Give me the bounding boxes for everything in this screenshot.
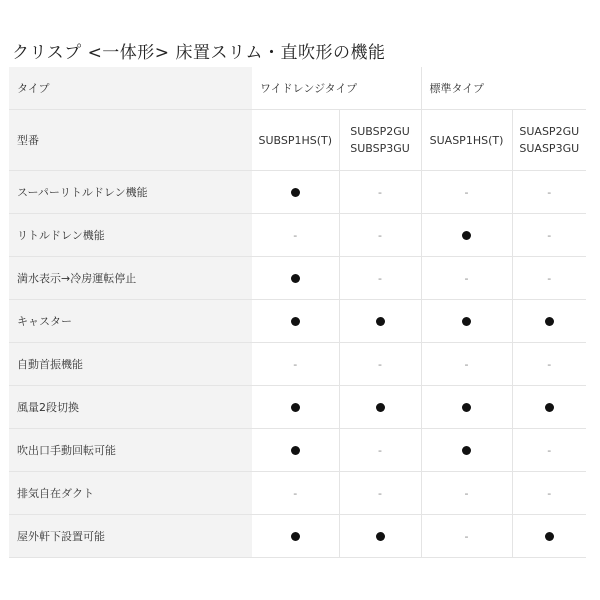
feature-value-cell (512, 300, 586, 343)
supported-mark (291, 274, 300, 283)
feature-value-cell (252, 300, 339, 343)
not-supported-mark: - (464, 486, 469, 500)
feature-value-cell (252, 171, 339, 214)
feature-row (9, 429, 586, 472)
not-supported-mark: - (547, 443, 552, 457)
feature-value-cell (421, 386, 512, 429)
feature-value-cell (252, 257, 339, 300)
feature-row (9, 257, 586, 300)
feature-label: スーパーリトルドレン機能 (9, 171, 252, 214)
model-row (9, 110, 586, 171)
model-row-label: 型番 (9, 110, 252, 171)
feature-value-cell (252, 386, 339, 429)
feature-value-cell (252, 343, 339, 386)
feature-value-cell (339, 257, 421, 300)
not-supported-mark: - (378, 228, 382, 242)
standard-type-header: 標準タイプ (421, 67, 586, 110)
model-cell (421, 110, 512, 171)
not-supported-mark: - (464, 357, 469, 371)
page-title: クリスプ <一体形> 床置スリム・直吹形の機能 (12, 43, 386, 63)
feature-value-cell (252, 214, 339, 257)
feature-value-cell (252, 472, 339, 515)
feature-row (9, 343, 586, 386)
feature-label: リトルドレン機能 (9, 214, 252, 257)
model-cell (252, 110, 339, 171)
feature-value-cell (512, 515, 586, 558)
feature-value-cell (339, 214, 421, 257)
table-header-row (9, 67, 586, 110)
not-supported-mark: - (464, 529, 469, 543)
supported-mark (545, 532, 554, 541)
feature-value-cell (421, 171, 512, 214)
not-supported-mark: - (547, 228, 552, 242)
not-supported-mark: - (547, 271, 552, 285)
model-name: SUBSP3GU (350, 142, 410, 155)
not-supported-mark: - (464, 271, 469, 285)
feature-value-cell (339, 515, 421, 558)
supported-mark (462, 446, 471, 455)
feature-row (9, 386, 586, 429)
feature-row (9, 515, 586, 558)
feature-row (9, 472, 586, 515)
supported-mark (376, 532, 385, 541)
feature-value-cell (421, 257, 512, 300)
feature-value-cell (512, 386, 586, 429)
feature-value-cell (421, 515, 512, 558)
feature-value-cell (421, 300, 512, 343)
not-supported-mark: - (293, 486, 298, 500)
type-header-label: タイプ (9, 67, 252, 110)
feature-table (9, 67, 586, 558)
not-supported-mark: - (547, 486, 552, 500)
not-supported-mark: - (293, 357, 298, 371)
feature-value-cell (339, 429, 421, 472)
feature-value-cell (339, 472, 421, 515)
feature-label: 屋外軒下設置可能 (9, 515, 252, 558)
feature-value-cell (339, 300, 421, 343)
feature-row (9, 214, 586, 257)
feature-label: 風量2段切換 (9, 386, 252, 429)
wide-range-type-header: ワイドレンジタイプ (252, 67, 421, 110)
supported-mark (291, 532, 300, 541)
supported-mark (376, 317, 385, 326)
feature-value-cell (512, 257, 586, 300)
not-supported-mark: - (547, 357, 552, 371)
supported-mark (462, 231, 471, 240)
feature-label: キャスター (9, 300, 252, 343)
feature-value-cell (339, 171, 421, 214)
not-supported-mark: - (293, 228, 298, 242)
feature-value-cell (421, 472, 512, 515)
feature-value-cell (421, 214, 512, 257)
feature-value-cell (339, 386, 421, 429)
feature-value-cell (252, 515, 339, 558)
supported-mark (545, 317, 554, 326)
model-name: SUASP2GU (519, 125, 580, 138)
supported-mark (291, 403, 300, 412)
not-supported-mark: - (378, 443, 382, 457)
supported-mark (291, 446, 300, 455)
supported-mark (291, 317, 300, 326)
feature-value-cell (512, 171, 586, 214)
feature-value-cell (512, 472, 586, 515)
not-supported-mark: - (464, 185, 469, 199)
not-supported-mark: - (378, 357, 382, 371)
feature-row (9, 300, 586, 343)
feature-value-cell (512, 429, 586, 472)
supported-mark (462, 403, 471, 412)
not-supported-mark: - (378, 185, 382, 199)
supported-mark (376, 403, 385, 412)
model-cell (339, 110, 421, 171)
supported-mark (462, 317, 471, 326)
feature-value-cell (252, 429, 339, 472)
feature-value-cell (421, 429, 512, 472)
not-supported-mark: - (378, 486, 382, 500)
feature-label: 自動首振機能 (9, 343, 252, 386)
feature-value-cell (421, 343, 512, 386)
model-name: SUASP1HS(T) (429, 133, 504, 147)
model-name: SUBSP2GU (350, 125, 410, 138)
model-name: SUBSP1HS(T) (258, 133, 333, 147)
feature-value-cell (339, 343, 421, 386)
supported-mark (545, 403, 554, 412)
feature-label: 吹出口手動回転可能 (9, 429, 252, 472)
model-name: SUASP3GU (519, 142, 580, 155)
not-supported-mark: - (378, 271, 382, 285)
not-supported-mark: - (547, 185, 552, 199)
feature-row (9, 171, 586, 214)
feature-label: 排気自在ダクト (9, 472, 252, 515)
model-cell (512, 110, 586, 171)
supported-mark (291, 188, 300, 197)
feature-value-cell (512, 214, 586, 257)
feature-value-cell (512, 343, 586, 386)
feature-label: 満水表示→冷房運転停止 (9, 257, 252, 300)
